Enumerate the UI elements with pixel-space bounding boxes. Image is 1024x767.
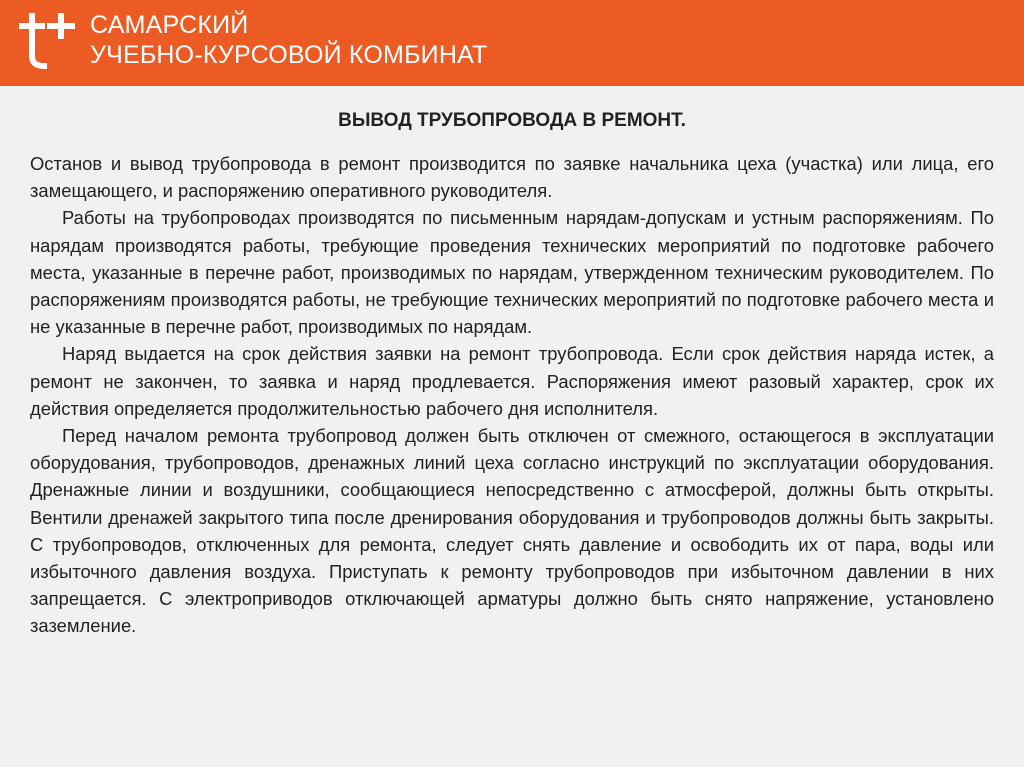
document-body (30, 98, 994, 640)
document-title: ВЫВОД ТРУБОПРОВОДА В РЕМОНТ. (338, 110, 686, 131)
paragraph (30, 422, 994, 640)
paragraph (30, 204, 994, 340)
paragraph (30, 340, 994, 422)
paragraph-text: Работы на трубопроводах производятся по письменным нарядам-допускам и устным распоряжениям. По нарядам производятся работы, требующие проведения технических мероприятий по подготовке рабочего места, указанные в перечне работ, производимых по нарядам, утвержденном техническим руководителем. По распоряжениям производятся работы, не требующие технических мероприятий по подготовке рабочего места и не указанные в перечне работ, производимых по нарядам. (30, 207, 994, 338)
paragraph (30, 150, 994, 204)
header-banner (0, 0, 1024, 86)
paragraph-text: Наряд выдается на срок действия заявки на ремонт трубопровода. Если срок действия наряда истек, а ремонт не закончен, то заявка и наряд продлевается. Распоряжения имеют разовый характер, срок их действия определяется продолжительностью рабочего дня исполнителя. (30, 343, 994, 419)
paragraph-text: Перед началом ремонта трубопровод должен быть отключен от смежного, остающегося в эксплуатации оборудования, трубопроводов, дренажных линий цеха согласно инструкций по эксплуатации оборудования. Дренажные линии и воздушники, сообщающиеся непосредственно с атмосферой, должны быть открыты. Вентили дренажей закрытого типа после дренирования оборудования и трубопроводов должны быть закрыты. С трубопроводов, отключенных для ремонта, следует снять давление и освободить их от пара, воды или избыточного давления воздуха. Приступать к ремонту трубопроводов при избыточном давлении в них запрещается. С электроприводов отключающей арматуры должно быть снято напряжение, установлено заземление. (30, 425, 994, 637)
paragraph-text: Останов и вывод трубопровода в ремонт производится по заявке начальника цеха (участка) или лица, его замещающего, и распоряжению оперативного руководителя. (30, 153, 994, 202)
brand-line-2: УЧЕБНО-КУРСОВОЙ КОМБИНАТ (90, 41, 488, 69)
brand-cross-logo-icon (16, 8, 80, 72)
brand-line-1: САМАРСКИЙ (90, 11, 249, 39)
brand-name (90, 10, 488, 70)
